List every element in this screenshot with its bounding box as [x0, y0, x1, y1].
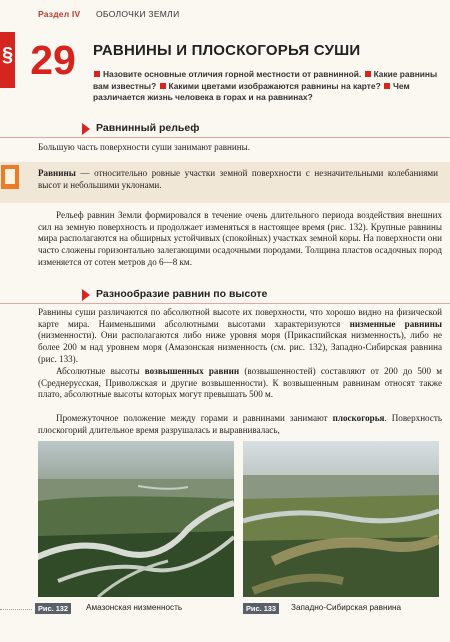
chapter-label: ОБОЛОЧКИ ЗЕМЛИ	[96, 9, 180, 19]
paragraph-3-part: Абсолютные высоты	[56, 366, 145, 376]
definition-term: Равнины	[38, 168, 76, 178]
photo-west-siberian-plain	[243, 441, 439, 597]
bullet-square-icon	[365, 71, 371, 77]
paragraph-sign: §	[1, 44, 14, 66]
paragraph-3-part: (возвышенностей) составляют от 200 до 500 м (Среднерусская, Приволжская и другие возвышенности). К возвышенным равнинам относят также плато, абсолютные высоты которых могут превышать 500 м.	[38, 366, 442, 400]
lesson-title: РАВНИНЫ И ПЛОСКОГОРЬЯ СУШИ	[93, 42, 361, 59]
photo-amazon-lowland	[38, 441, 234, 597]
figure-label: Рис. 132	[35, 603, 71, 614]
paragraph-1: Рельеф равнин Земли формировался в течение очень длительного периода воздействия внешних сил на земную поверхность и продолжает изменяться в настоящее время (рис. 132). Крупные равнины мира располагаются на обширных устойчивых (спокойных) участках земной коры. На поверхности они часто сложены горизонтально залегающими осадочными породами. Толщина пластов осадочных пород изменяется от сотен метров до 6—8 км.	[38, 210, 442, 267]
definition-marker-inner	[5, 169, 15, 184]
bullet-square-icon	[384, 83, 390, 89]
lesson-number: 29	[30, 37, 76, 83]
heading-rule	[0, 303, 450, 304]
paragraph-4	[38, 413, 442, 436]
section-heading: Равнинный рельеф	[96, 122, 200, 134]
section-label: Раздел IV	[38, 9, 81, 19]
heading-rule	[0, 137, 450, 138]
definition-text	[38, 168, 438, 191]
figure-caption: Западно-Сибирская равнина	[291, 603, 402, 612]
bullet-square-icon	[160, 83, 166, 89]
section-heading: Разнообразие равнин по высоте	[96, 288, 268, 300]
heading-marker-icon	[82, 289, 90, 301]
question-4: Чем различается жизнь человека в горах и на равнинах?	[93, 80, 410, 102]
question-3: Какими цветами изображаются равнины на карте?	[168, 80, 381, 91]
heading-marker-icon	[82, 123, 90, 135]
question-2: Какие равнины вам известны?	[93, 69, 438, 91]
questions-block	[93, 69, 441, 104]
intro-text: Большую часть поверхности суши занимают равнины.	[38, 142, 251, 152]
term-lowlands: низменные равнины	[349, 318, 442, 329]
paragraph-4-part: . Поверхность плоскогорий длительное время разрушалась и выравнивалась,	[38, 413, 442, 435]
caption-leader	[0, 609, 32, 610]
figure-label: Рис. 133	[243, 603, 279, 614]
definition-body: — относительно ровные участки земной поверхности с незначительными колебаниями высот и небольшими уклонами.	[38, 168, 438, 190]
paragraph-3	[38, 366, 442, 401]
paragraph-2	[38, 307, 442, 366]
figure-caption: Амазонская низменность	[86, 603, 183, 612]
paragraph-2-part: (низменности). Они располагаются либо ниже уровня моря (Прикаспийская низменность), либо не более 200 м над уровнем моря (Амазонская низменность (см. рис. 132), Западно-Сибирская равнина (рис. 133).	[38, 330, 442, 364]
question-1: Назовите основные отличия горной местности от равнинной.	[103, 69, 362, 79]
bullet-square-icon	[94, 71, 100, 77]
term-plateaus: плоскогорья	[332, 413, 385, 423]
term-uplands: возвышенных равнин	[144, 366, 240, 376]
paragraph-2-part: Равнины суши различаются по абсолютной высоте их поверхности, что хорошо видно на физической карте мира. Наименьшими абсолютными высотами характеризуются	[38, 307, 442, 329]
paragraph-4-part: Промежуточное положение между горами и равнинами занимают	[56, 413, 333, 423]
